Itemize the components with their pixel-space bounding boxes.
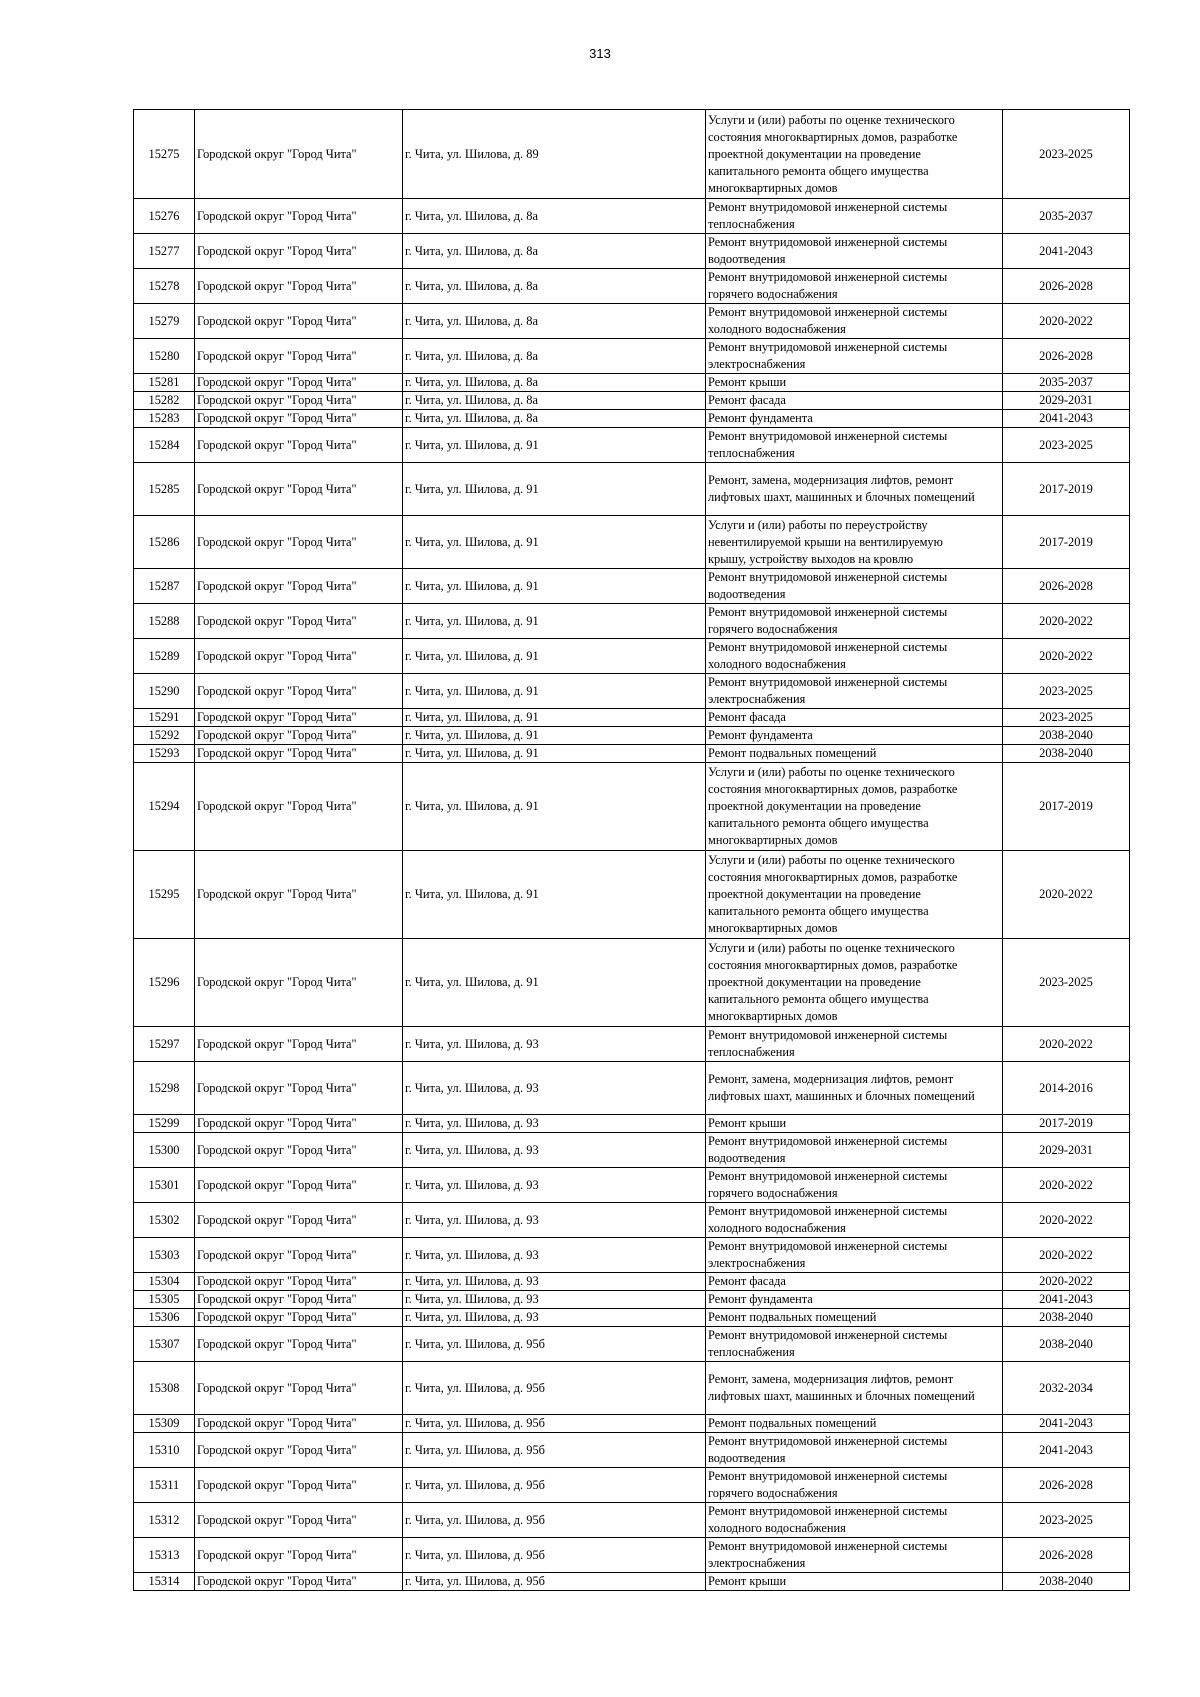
- work-type-cell: Ремонт фундамента: [706, 1291, 1003, 1309]
- period-cell: 2026-2028: [1003, 569, 1130, 604]
- address-cell: г. Чита, ул. Шилова, д. 91: [403, 639, 706, 674]
- table-row: [134, 392, 1130, 410]
- table-row: [134, 1062, 1130, 1115]
- municipality-cell: Городской округ "Город Чита": [195, 374, 403, 392]
- work-type-cell: Ремонт внутридомовой инженерной системы водоотведения: [706, 1133, 1003, 1168]
- row-number-cell: 15310: [134, 1433, 195, 1468]
- row-number-cell: 15293: [134, 745, 195, 763]
- capital-repair-table: [133, 109, 1130, 1591]
- table-row: [134, 1309, 1130, 1327]
- address-cell: г. Чита, ул. Шилова, д. 93: [403, 1115, 706, 1133]
- table-row: [134, 410, 1130, 428]
- table-row: [134, 374, 1130, 392]
- address-cell: г. Чита, ул. Шилова, д. 95б: [403, 1468, 706, 1503]
- period-cell: 2017-2019: [1003, 516, 1130, 569]
- period-cell: 2038-2040: [1003, 1327, 1130, 1362]
- table-row: [134, 428, 1130, 463]
- period-cell: 2041-2043: [1003, 234, 1130, 269]
- address-cell: г. Чита, ул. Шилова, д. 89: [403, 110, 706, 199]
- period-cell: 2020-2022: [1003, 1027, 1130, 1062]
- row-number-cell: 15308: [134, 1362, 195, 1415]
- municipality-cell: Городской округ "Город Чита": [195, 234, 403, 269]
- municipality-cell: Городской округ "Город Чита": [195, 851, 403, 939]
- work-type-cell: Услуги и (или) работы по оценке технического состояния многоквартирных домов, разработке проектной документации на проведение капитального ремонта общего имущества многоквартирных домов: [706, 939, 1003, 1027]
- period-cell: 2020-2022: [1003, 1238, 1130, 1273]
- address-cell: г. Чита, ул. Шилова, д. 93: [403, 1168, 706, 1203]
- work-type-cell: Услуги и (или) работы по оценке технического состояния многоквартирных домов, разработке проектной документации на проведение капитального ремонта общего имущества многоквартирных домов: [706, 110, 1003, 199]
- period-cell: 2026-2028: [1003, 269, 1130, 304]
- work-type-cell: Ремонт фасада: [706, 709, 1003, 727]
- address-cell: г. Чита, ул. Шилова, д. 93: [403, 1273, 706, 1291]
- table-row: [134, 851, 1130, 939]
- table-row: [134, 1273, 1130, 1291]
- table-row: [134, 1238, 1130, 1273]
- period-cell: 2017-2019: [1003, 1115, 1130, 1133]
- row-number-cell: 15280: [134, 339, 195, 374]
- row-number-cell: 15275: [134, 110, 195, 199]
- municipality-cell: Городской округ "Город Чита": [195, 410, 403, 428]
- row-number-cell: 15301: [134, 1168, 195, 1203]
- work-type-cell: Ремонт подвальных помещений: [706, 745, 1003, 763]
- table-row: [134, 1538, 1130, 1573]
- row-number-cell: 15292: [134, 727, 195, 745]
- row-number-cell: 15281: [134, 374, 195, 392]
- municipality-cell: Городской округ "Город Чита": [195, 939, 403, 1027]
- row-number-cell: 15296: [134, 939, 195, 1027]
- period-cell: 2041-2043: [1003, 1291, 1130, 1309]
- table-body: [134, 110, 1130, 1591]
- municipality-cell: Городской округ "Город Чита": [195, 727, 403, 745]
- work-type-cell: Ремонт внутридомовой инженерной системы горячего водоснабжения: [706, 1468, 1003, 1503]
- address-cell: г. Чита, ул. Шилова, д. 93: [403, 1291, 706, 1309]
- row-number-cell: 15305: [134, 1291, 195, 1309]
- address-cell: г. Чита, ул. Шилова, д. 95б: [403, 1415, 706, 1433]
- work-type-cell: Ремонт крыши: [706, 374, 1003, 392]
- row-number-cell: 15303: [134, 1238, 195, 1273]
- address-cell: г. Чита, ул. Шилова, д. 8а: [403, 269, 706, 304]
- table-row: [134, 745, 1130, 763]
- table-row: [134, 569, 1130, 604]
- row-number-cell: 15285: [134, 463, 195, 516]
- period-cell: 2032-2034: [1003, 1362, 1130, 1415]
- address-cell: г. Чита, ул. Шилова, д. 8а: [403, 392, 706, 410]
- table-row: [134, 463, 1130, 516]
- row-number-cell: 15288: [134, 604, 195, 639]
- period-cell: 2023-2025: [1003, 110, 1130, 199]
- table-row: [134, 1203, 1130, 1238]
- period-cell: 2020-2022: [1003, 1273, 1130, 1291]
- period-cell: 2017-2019: [1003, 463, 1130, 516]
- municipality-cell: Городской округ "Город Чита": [195, 674, 403, 709]
- work-type-cell: Ремонт внутридомовой инженерной системы теплоснабжения: [706, 1327, 1003, 1362]
- address-cell: г. Чита, ул. Шилова, д. 8а: [403, 374, 706, 392]
- municipality-cell: Городской округ "Город Чита": [195, 110, 403, 199]
- address-cell: г. Чита, ул. Шилова, д. 93: [403, 1309, 706, 1327]
- row-number-cell: 15298: [134, 1062, 195, 1115]
- period-cell: 2023-2025: [1003, 428, 1130, 463]
- municipality-cell: Городской округ "Город Чита": [195, 1027, 403, 1062]
- address-cell: г. Чита, ул. Шилова, д. 95б: [403, 1573, 706, 1591]
- address-cell: г. Чита, ул. Шилова, д. 91: [403, 745, 706, 763]
- municipality-cell: Городской округ "Город Чита": [195, 709, 403, 727]
- work-type-cell: Ремонт фасада: [706, 392, 1003, 410]
- table-row: [134, 1573, 1130, 1591]
- municipality-cell: Городской округ "Город Чита": [195, 1203, 403, 1238]
- work-type-cell: Ремонт, замена, модернизация лифтов, ремонт лифтовых шахт, машинных и блочных помещений: [706, 463, 1003, 516]
- work-type-cell: Услуги и (или) работы по оценке технического состояния многоквартирных домов, разработке проектной документации на проведение капитального ремонта общего имущества многоквартирных домов: [706, 763, 1003, 851]
- table-row: [134, 1468, 1130, 1503]
- address-cell: г. Чита, ул. Шилова, д. 95б: [403, 1538, 706, 1573]
- municipality-cell: Городской округ "Город Чита": [195, 1362, 403, 1415]
- work-type-cell: Ремонт внутридомовой инженерной системы холодного водоснабжения: [706, 1503, 1003, 1538]
- address-cell: г. Чита, ул. Шилова, д. 91: [403, 463, 706, 516]
- period-cell: 2020-2022: [1003, 604, 1130, 639]
- municipality-cell: Городской округ "Город Чита": [195, 269, 403, 304]
- address-cell: г. Чита, ул. Шилова, д. 91: [403, 569, 706, 604]
- table-row: [134, 269, 1130, 304]
- table-row: [134, 1115, 1130, 1133]
- row-number-cell: 15276: [134, 199, 195, 234]
- address-cell: г. Чита, ул. Шилова, д. 93: [403, 1062, 706, 1115]
- work-type-cell: Ремонт, замена, модернизация лифтов, ремонт лифтовых шахт, машинных и блочных помещений: [706, 1362, 1003, 1415]
- period-cell: 2035-2037: [1003, 374, 1130, 392]
- period-cell: 2023-2025: [1003, 674, 1130, 709]
- table-row: [134, 727, 1130, 745]
- row-number-cell: 15284: [134, 428, 195, 463]
- row-number-cell: 15304: [134, 1273, 195, 1291]
- municipality-cell: Городской округ "Город Чита": [195, 1168, 403, 1203]
- row-number-cell: 15289: [134, 639, 195, 674]
- table-row: [134, 709, 1130, 727]
- row-number-cell: 15299: [134, 1115, 195, 1133]
- row-number-cell: 15295: [134, 851, 195, 939]
- work-type-cell: Ремонт внутридомовой инженерной системы холодного водоснабжения: [706, 1203, 1003, 1238]
- municipality-cell: Городской округ "Город Чита": [195, 1433, 403, 1468]
- work-type-cell: Ремонт внутридомовой инженерной системы водоотведения: [706, 1433, 1003, 1468]
- municipality-cell: Городской округ "Город Чита": [195, 1115, 403, 1133]
- municipality-cell: Городской округ "Город Чита": [195, 392, 403, 410]
- municipality-cell: Городской округ "Город Чита": [195, 1291, 403, 1309]
- municipality-cell: Городской округ "Город Чита": [195, 428, 403, 463]
- table-row: [134, 339, 1130, 374]
- table-row: [134, 1133, 1130, 1168]
- row-number-cell: 15312: [134, 1503, 195, 1538]
- municipality-cell: Городской округ "Город Чита": [195, 1133, 403, 1168]
- address-cell: г. Чита, ул. Шилова, д. 93: [403, 1238, 706, 1273]
- address-cell: г. Чита, ул. Шилова, д. 91: [403, 428, 706, 463]
- work-type-cell: Ремонт внутридомовой инженерной системы электроснабжения: [706, 1538, 1003, 1573]
- municipality-cell: Городской округ "Город Чита": [195, 763, 403, 851]
- work-type-cell: Ремонт подвальных помещений: [706, 1415, 1003, 1433]
- municipality-cell: Городской округ "Город Чита": [195, 1238, 403, 1273]
- row-number-cell: 15314: [134, 1573, 195, 1591]
- address-cell: г. Чита, ул. Шилова, д. 8а: [403, 410, 706, 428]
- address-cell: г. Чита, ул. Шилова, д. 91: [403, 851, 706, 939]
- period-cell: 2026-2028: [1003, 1468, 1130, 1503]
- period-cell: 2041-2043: [1003, 410, 1130, 428]
- period-cell: 2041-2043: [1003, 1433, 1130, 1468]
- period-cell: 2038-2040: [1003, 1309, 1130, 1327]
- period-cell: 2023-2025: [1003, 709, 1130, 727]
- period-cell: 2038-2040: [1003, 727, 1130, 745]
- period-cell: 2038-2040: [1003, 745, 1130, 763]
- row-number-cell: 15287: [134, 569, 195, 604]
- table-row: [134, 939, 1130, 1027]
- table-row: [134, 674, 1130, 709]
- work-type-cell: Ремонт внутридомовой инженерной системы холодного водоснабжения: [706, 639, 1003, 674]
- row-number-cell: 15311: [134, 1468, 195, 1503]
- table-row: [134, 1362, 1130, 1415]
- municipality-cell: Городской округ "Город Чита": [195, 339, 403, 374]
- address-cell: г. Чита, ул. Шилова, д. 91: [403, 939, 706, 1027]
- work-type-cell: Ремонт внутридомовой инженерной системы теплоснабжения: [706, 428, 1003, 463]
- row-number-cell: 15300: [134, 1133, 195, 1168]
- work-type-cell: Ремонт подвальных помещений: [706, 1309, 1003, 1327]
- row-number-cell: 15306: [134, 1309, 195, 1327]
- row-number-cell: 15307: [134, 1327, 195, 1362]
- municipality-cell: Городской округ "Город Чита": [195, 1573, 403, 1591]
- period-cell: 2017-2019: [1003, 763, 1130, 851]
- row-number-cell: 15278: [134, 269, 195, 304]
- work-type-cell: Ремонт внутридомовой инженерной системы электроснабжения: [706, 1238, 1003, 1273]
- work-type-cell: Ремонт внутридомовой инженерной системы электроснабжения: [706, 339, 1003, 374]
- municipality-cell: Городской округ "Город Чита": [195, 1468, 403, 1503]
- period-cell: 2026-2028: [1003, 1538, 1130, 1573]
- page-number: 313: [589, 46, 611, 61]
- row-number-cell: 15313: [134, 1538, 195, 1573]
- address-cell: г. Чита, ул. Шилова, д. 91: [403, 709, 706, 727]
- table-row: [134, 604, 1130, 639]
- address-cell: г. Чита, ул. Шилова, д. 8а: [403, 199, 706, 234]
- row-number-cell: 15291: [134, 709, 195, 727]
- address-cell: г. Чита, ул. Шилова, д. 93: [403, 1133, 706, 1168]
- municipality-cell: Городской округ "Город Чита": [195, 639, 403, 674]
- municipality-cell: Городской округ "Город Чита": [195, 463, 403, 516]
- address-cell: г. Чита, ул. Шилова, д. 91: [403, 727, 706, 745]
- municipality-cell: Городской округ "Город Чита": [195, 199, 403, 234]
- address-cell: г. Чита, ул. Шилова, д. 8а: [403, 339, 706, 374]
- row-number-cell: 15286: [134, 516, 195, 569]
- municipality-cell: Городской округ "Город Чита": [195, 1273, 403, 1291]
- work-type-cell: Ремонт крыши: [706, 1115, 1003, 1133]
- table-row: [134, 199, 1130, 234]
- work-type-cell: Ремонт внутридомовой инженерной системы горячего водоснабжения: [706, 604, 1003, 639]
- row-number-cell: 15279: [134, 304, 195, 339]
- address-cell: г. Чита, ул. Шилова, д. 93: [403, 1027, 706, 1062]
- municipality-cell: Городской округ "Город Чита": [195, 745, 403, 763]
- row-number-cell: 15294: [134, 763, 195, 851]
- table-row: [134, 1291, 1130, 1309]
- work-type-cell: Услуги и (или) работы по переустройству невентилируемой крыши на вентилируемую крышу, устройству выходов на кровлю: [706, 516, 1003, 569]
- address-cell: г. Чита, ул. Шилова, д. 8а: [403, 304, 706, 339]
- municipality-cell: Городской округ "Город Чита": [195, 1309, 403, 1327]
- municipality-cell: Городской округ "Город Чита": [195, 569, 403, 604]
- address-cell: г. Чита, ул. Шилова, д. 8а: [403, 234, 706, 269]
- period-cell: 2038-2040: [1003, 1573, 1130, 1591]
- period-cell: 2026-2028: [1003, 339, 1130, 374]
- work-type-cell: Ремонт внутридомовой инженерной системы водоотведения: [706, 569, 1003, 604]
- work-type-cell: Ремонт фундамента: [706, 727, 1003, 745]
- work-type-cell: Услуги и (или) работы по оценке технического состояния многоквартирных домов, разработке проектной документации на проведение капитального ремонта общего имущества многоквартирных домов: [706, 851, 1003, 939]
- address-cell: г. Чита, ул. Шилова, д. 95б: [403, 1503, 706, 1538]
- municipality-cell: Городской округ "Город Чита": [195, 604, 403, 639]
- period-cell: 2029-2031: [1003, 1133, 1130, 1168]
- address-cell: г. Чита, ул. Шилова, д. 95б: [403, 1327, 706, 1362]
- work-type-cell: Ремонт внутридомовой инженерной системы холодного водоснабжения: [706, 304, 1003, 339]
- municipality-cell: Городской округ "Город Чита": [195, 1327, 403, 1362]
- address-cell: г. Чита, ул. Шилова, д. 93: [403, 1203, 706, 1238]
- table-row: [134, 1433, 1130, 1468]
- table-row: [134, 516, 1130, 569]
- row-number-cell: 15282: [134, 392, 195, 410]
- period-cell: 2020-2022: [1003, 1203, 1130, 1238]
- period-cell: 2035-2037: [1003, 199, 1130, 234]
- work-type-cell: Ремонт крыши: [706, 1573, 1003, 1591]
- work-type-cell: Ремонт внутридомовой инженерной системы электроснабжения: [706, 674, 1003, 709]
- address-cell: г. Чита, ул. Шилова, д. 91: [403, 674, 706, 709]
- table-row: [134, 1027, 1130, 1062]
- row-number-cell: 15302: [134, 1203, 195, 1238]
- municipality-cell: Городской округ "Город Чита": [195, 516, 403, 569]
- table-row: [134, 1327, 1130, 1362]
- table-row: [134, 1415, 1130, 1433]
- period-cell: 2020-2022: [1003, 1168, 1130, 1203]
- table-row: [134, 639, 1130, 674]
- work-type-cell: Ремонт, замена, модернизация лифтов, ремонт лифтовых шахт, машинных и блочных помещений: [706, 1062, 1003, 1115]
- address-cell: г. Чита, ул. Шилова, д. 95б: [403, 1433, 706, 1468]
- row-number-cell: 15297: [134, 1027, 195, 1062]
- period-cell: 2020-2022: [1003, 851, 1130, 939]
- address-cell: г. Чита, ул. Шилова, д. 91: [403, 763, 706, 851]
- period-cell: 2020-2022: [1003, 639, 1130, 674]
- address-cell: г. Чита, ул. Шилова, д. 91: [403, 516, 706, 569]
- period-cell: 2023-2025: [1003, 1503, 1130, 1538]
- period-cell: 2023-2025: [1003, 939, 1130, 1027]
- work-type-cell: Ремонт внутридомовой инженерной системы теплоснабжения: [706, 199, 1003, 234]
- work-type-cell: Ремонт внутридомовой инженерной системы теплоснабжения: [706, 1027, 1003, 1062]
- table-row: [134, 1503, 1130, 1538]
- work-type-cell: Ремонт внутридомовой инженерной системы горячего водоснабжения: [706, 269, 1003, 304]
- period-cell: 2014-2016: [1003, 1062, 1130, 1115]
- table-row: [134, 304, 1130, 339]
- table-row: [134, 763, 1130, 851]
- table-row: [134, 234, 1130, 269]
- row-number-cell: 15283: [134, 410, 195, 428]
- row-number-cell: 15290: [134, 674, 195, 709]
- address-cell: г. Чита, ул. Шилова, д. 91: [403, 604, 706, 639]
- municipality-cell: Городской округ "Город Чита": [195, 304, 403, 339]
- table-row: [134, 110, 1130, 199]
- address-cell: г. Чита, ул. Шилова, д. 95б: [403, 1362, 706, 1415]
- row-number-cell: 15309: [134, 1415, 195, 1433]
- municipality-cell: Городской округ "Город Чита": [195, 1538, 403, 1573]
- municipality-cell: Городской округ "Город Чита": [195, 1062, 403, 1115]
- work-type-cell: Ремонт фасада: [706, 1273, 1003, 1291]
- period-cell: 2029-2031: [1003, 392, 1130, 410]
- row-number-cell: 15277: [134, 234, 195, 269]
- period-cell: 2041-2043: [1003, 1415, 1130, 1433]
- work-type-cell: Ремонт фундамента: [706, 410, 1003, 428]
- work-type-cell: Ремонт внутридомовой инженерной системы водоотведения: [706, 234, 1003, 269]
- work-type-cell: Ремонт внутридомовой инженерной системы горячего водоснабжения: [706, 1168, 1003, 1203]
- period-cell: 2020-2022: [1003, 304, 1130, 339]
- municipality-cell: Городской округ "Город Чита": [195, 1415, 403, 1433]
- table-row: [134, 1168, 1130, 1203]
- municipality-cell: Городской округ "Город Чита": [195, 1503, 403, 1538]
